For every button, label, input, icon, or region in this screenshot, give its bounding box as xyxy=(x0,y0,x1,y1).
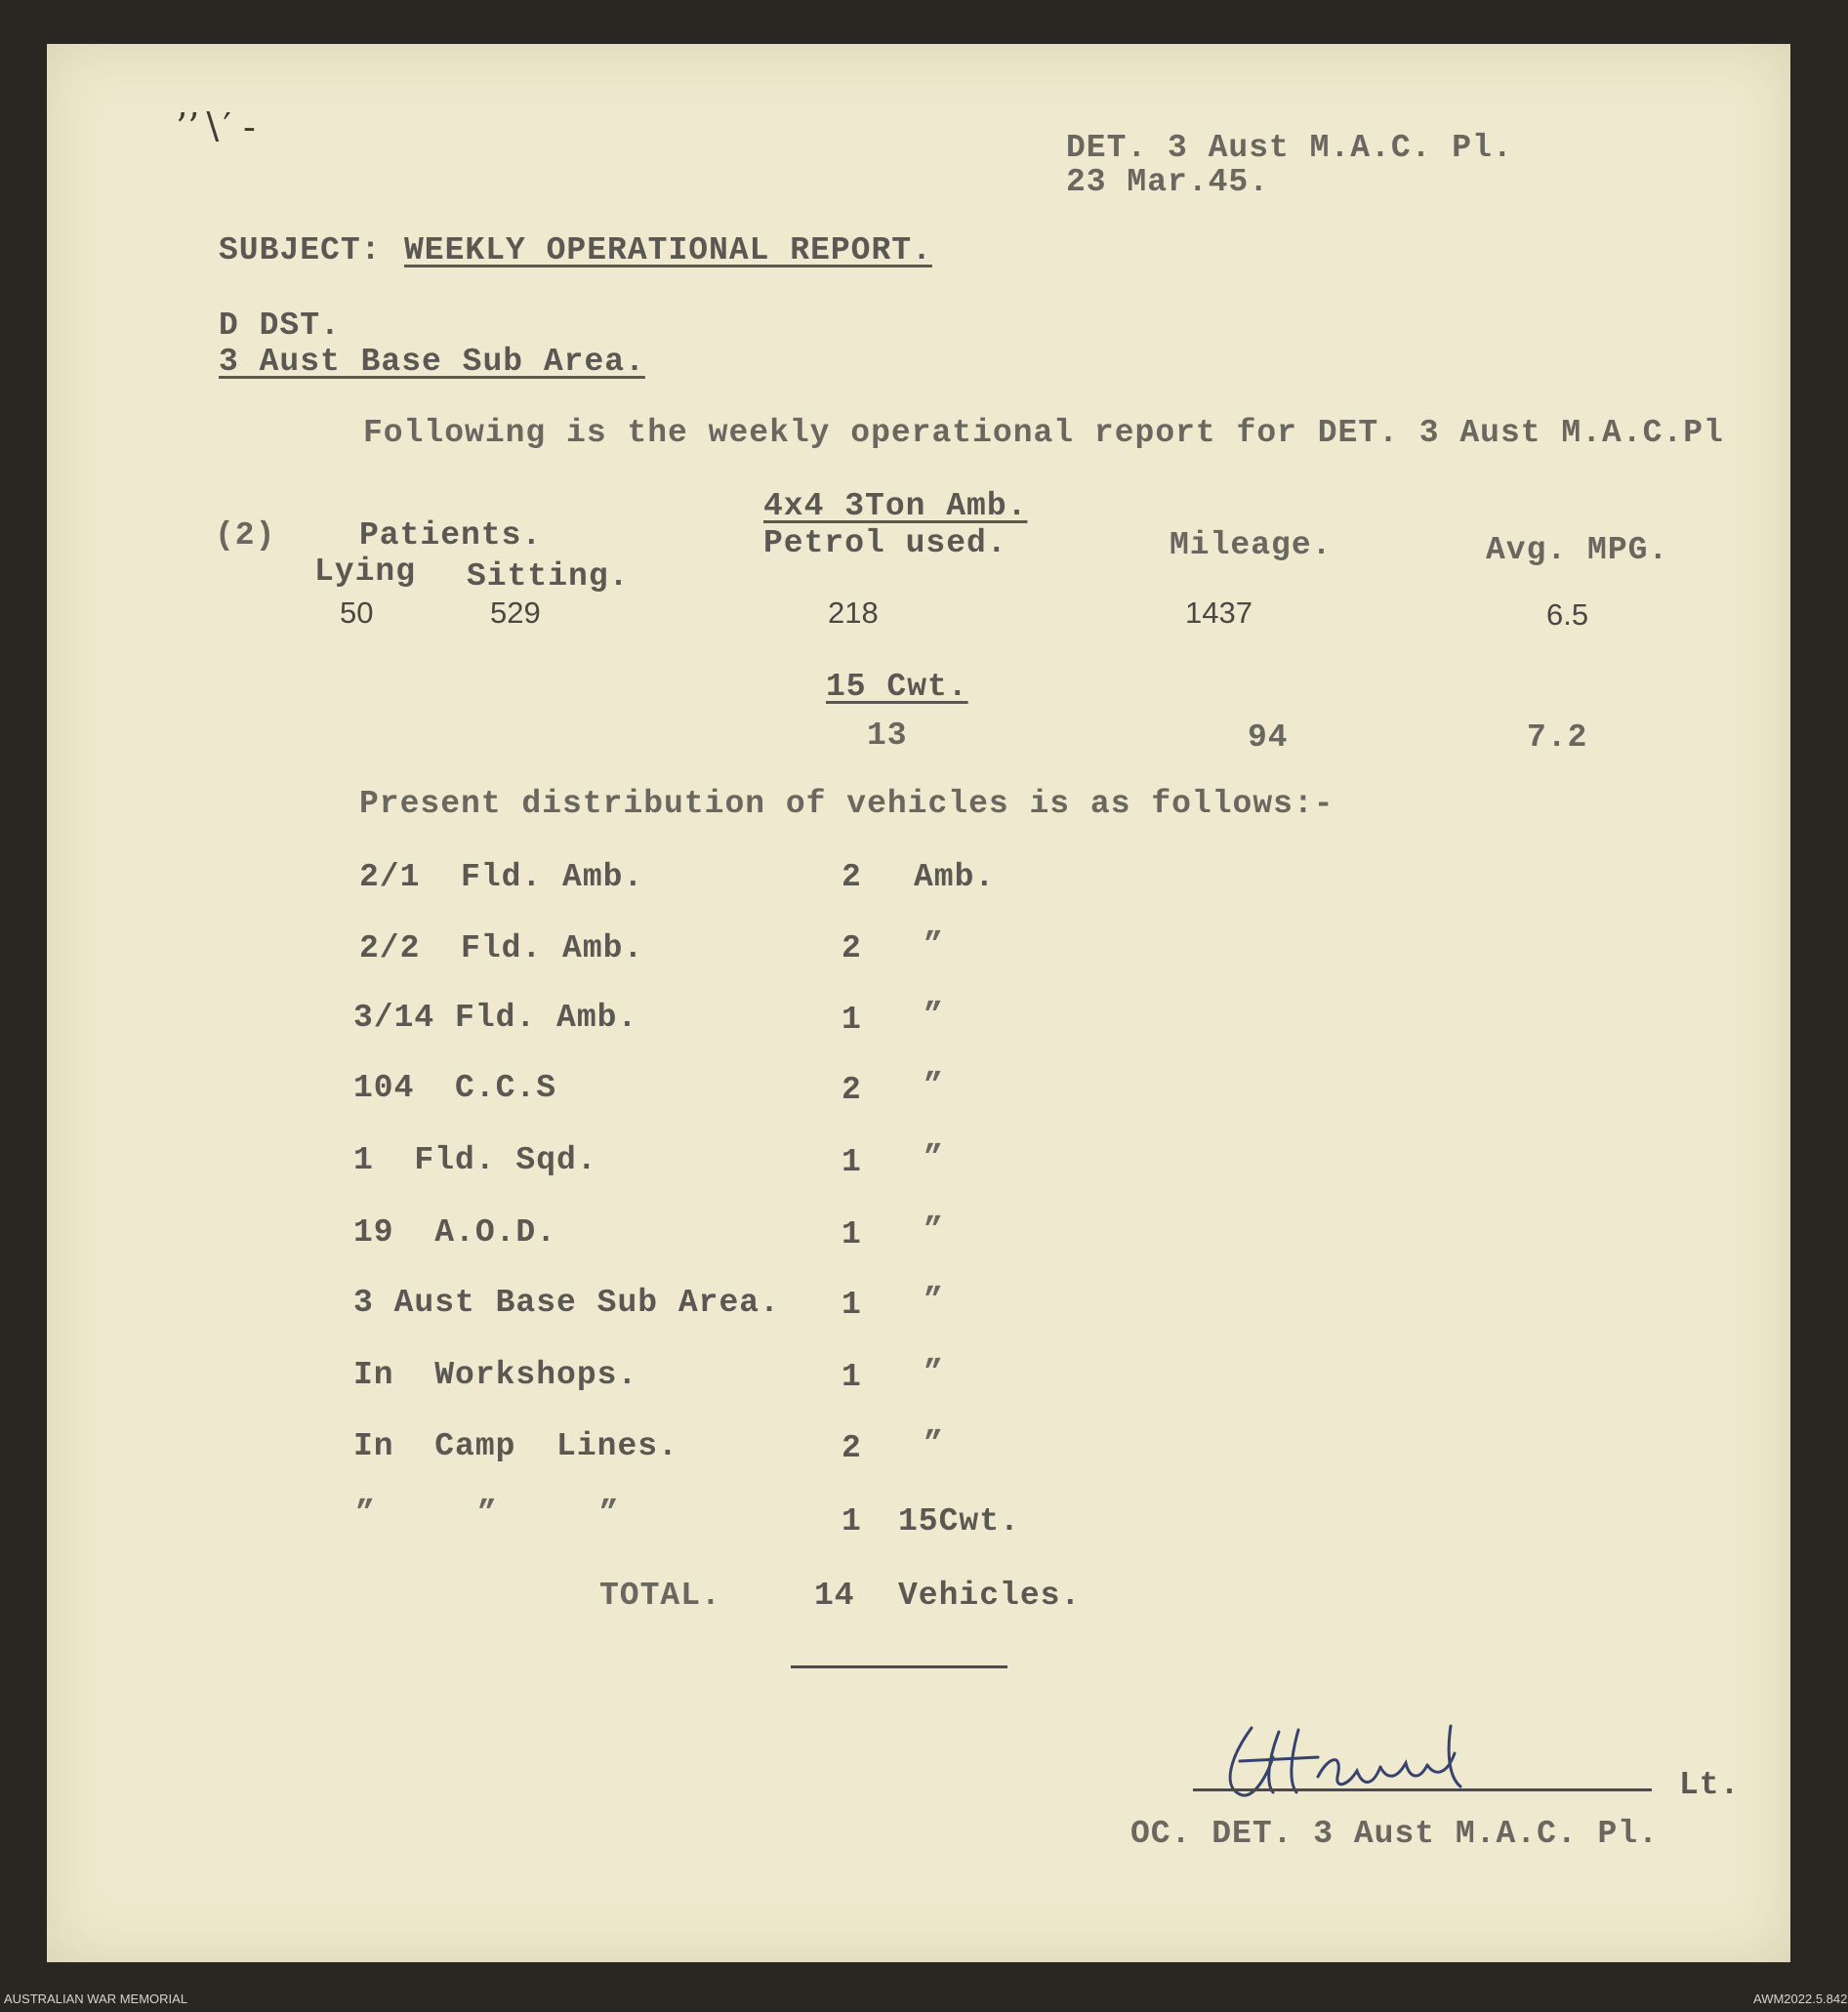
row1-lying: 50 xyxy=(340,595,374,630)
total-count: 14 xyxy=(814,1578,855,1614)
subject-title: WEEKLY OPERATIONAL REPORT. xyxy=(404,232,932,268)
row2-mpg: 7.2 xyxy=(1527,719,1588,756)
handwritten-corner-mark: ’’∖′ - xyxy=(176,105,256,148)
archive-reference: AWM2022.5.842 xyxy=(1753,1991,1848,2006)
distribution-unit: 3/14 Fld. Amb. xyxy=(353,1000,638,1036)
distribution-unit: 3 Aust Base Sub Area. xyxy=(353,1285,780,1321)
distribution-count: 2 xyxy=(842,859,862,895)
intro-paragraph: Following is the weekly operational report for DET. 3 Aust M.A.C.Pl xyxy=(363,415,1724,451)
distribution-type: ” xyxy=(924,1426,944,1462)
sitting-header: Sitting. xyxy=(467,558,630,595)
mileage-header: Mileage. xyxy=(1170,527,1333,563)
distribution-unit: 104 C.C.S xyxy=(353,1070,557,1106)
addressee-line-1: D DST. xyxy=(219,308,341,344)
header-unit: DET. 3 Aust M.A.C. Pl. xyxy=(1066,130,1513,166)
distribution-count: 1 xyxy=(842,1359,862,1395)
total-unit: Vehicles. xyxy=(898,1578,1082,1614)
signature-rank: Lt. xyxy=(1679,1767,1741,1803)
row1-sitting: 529 xyxy=(490,595,541,630)
distribution-unit: 2/2 Fld. Amb. xyxy=(359,930,644,966)
vehicle-type-15cwt: 15 Cwt. xyxy=(826,669,968,705)
distribution-type: ” xyxy=(924,1355,944,1391)
distribution-type: 15Cwt. xyxy=(898,1503,1020,1540)
archive-credit: AUSTRALIAN WAR MEMORIAL xyxy=(4,1991,188,2006)
distribution-type: ” xyxy=(924,927,944,964)
subject-label: SUBJECT: xyxy=(219,232,382,268)
row1-mileage: 1437 xyxy=(1185,595,1253,630)
distribution-count: 2 xyxy=(842,1072,862,1108)
distribution-type: ” xyxy=(924,1140,944,1176)
paragraph-number: (2) xyxy=(215,517,276,554)
mpg-header: Avg. MPG. xyxy=(1486,532,1669,568)
distribution-intro: Present distribution of vehicles is as follows:- xyxy=(359,786,1335,822)
distribution-type: ” xyxy=(924,1283,944,1319)
row1-mpg: 6.5 xyxy=(1546,597,1589,632)
addressee-line-2: 3 Aust Base Sub Area. xyxy=(219,344,645,380)
distribution-type: ” xyxy=(924,1068,944,1104)
distribution-type: ” xyxy=(924,998,944,1034)
lying-header: Lying xyxy=(314,554,417,590)
petrol-header: Petrol used. xyxy=(763,525,1007,561)
distribution-count: 2 xyxy=(842,1430,862,1466)
distribution-type: ” xyxy=(924,1212,944,1249)
distribution-unit: ” ” ” xyxy=(355,1496,620,1532)
total-label: TOTAL. xyxy=(599,1578,721,1614)
distribution-unit: In Camp Lines. xyxy=(353,1428,678,1464)
row2-petrol: 13 xyxy=(867,718,908,754)
distribution-count: 2 xyxy=(842,930,862,966)
row2-mileage: 94 xyxy=(1248,719,1289,756)
distribution-unit: 19 A.O.D. xyxy=(353,1214,557,1251)
header-date: 23 Mar.45. xyxy=(1066,164,1270,200)
distribution-count: 1 xyxy=(842,1144,862,1180)
distribution-count: 1 xyxy=(842,1287,862,1323)
distribution-count: 1 xyxy=(842,1216,862,1252)
row1-petrol: 218 xyxy=(828,595,879,630)
distribution-unit: In Workshops. xyxy=(353,1357,638,1393)
patients-header: Patients. xyxy=(359,517,543,554)
signature-line xyxy=(1193,1788,1652,1791)
distribution-unit: 1 Fld. Sqd. xyxy=(353,1142,597,1178)
distribution-unit: 2/1 Fld. Amb. xyxy=(359,859,644,895)
closing-rule xyxy=(791,1665,1007,1668)
distribution-type: Amb. xyxy=(914,859,996,895)
vehicle-type-3ton: 4x4 3Ton Amb. xyxy=(763,488,1028,524)
handwritten-signature xyxy=(1171,1718,1523,1806)
signature-position: OC. DET. 3 Aust M.A.C. Pl. xyxy=(1130,1816,1659,1852)
distribution-count: 1 xyxy=(842,1503,862,1540)
distribution-count: 1 xyxy=(842,1002,862,1038)
